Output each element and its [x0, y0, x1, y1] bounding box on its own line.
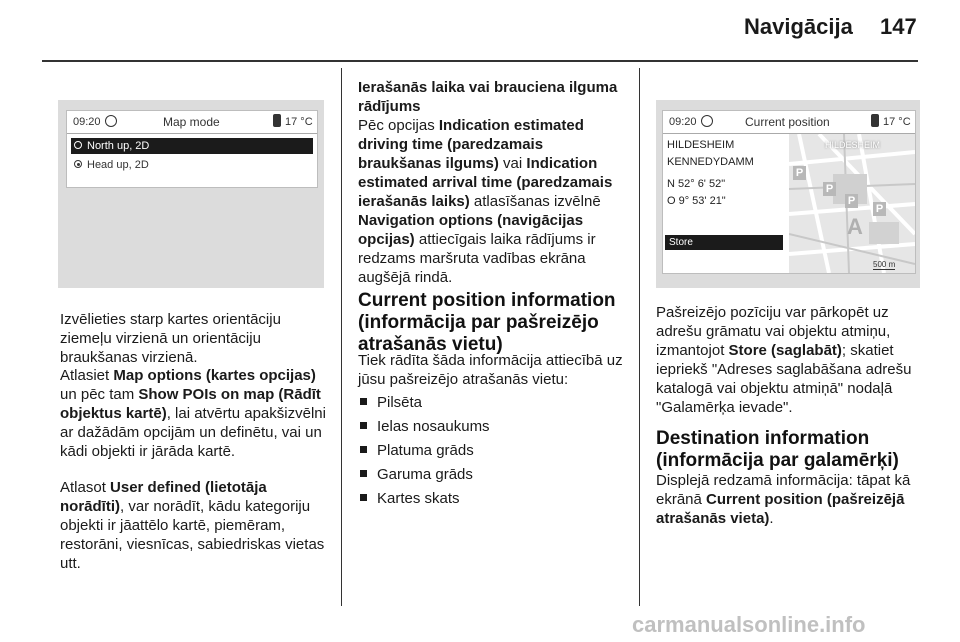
list-item: Pilsēta	[360, 393, 422, 412]
radio-selected-icon	[74, 160, 82, 168]
list-item: Garuma grāds	[360, 465, 473, 484]
menu-ref-map-options: Map options (kartes opcijas)	[113, 367, 316, 384]
bullet-icon	[360, 398, 367, 405]
bullet-icon	[360, 470, 367, 477]
map-mode-display	[66, 110, 318, 188]
list-item: Kartes skats	[360, 489, 460, 508]
map-city-label: HILDESHEIM	[825, 140, 881, 150]
page-header-title: Navigācija	[744, 14, 853, 39]
option-label: North up, 2D	[87, 140, 150, 152]
store-button[interactable]: Store	[665, 235, 783, 250]
bullet-icon	[360, 422, 367, 429]
header-divider	[42, 60, 918, 62]
status-bar-divider	[67, 133, 317, 134]
col2-subheading: Ierašanās laika vai brauciena ilguma rādījums	[358, 79, 618, 115]
column-divider	[639, 68, 640, 606]
option-label: Head up, 2D	[87, 159, 149, 171]
thermometer-icon	[871, 114, 879, 127]
watermark: carmanualsonline.info	[632, 612, 866, 637]
column-divider	[341, 68, 342, 606]
clock-icon	[701, 115, 713, 127]
bullet-icon	[360, 446, 367, 453]
clock-icon	[105, 115, 117, 127]
bullet-icon	[360, 494, 367, 501]
clock-time: 09:20	[73, 116, 101, 128]
option-head-up[interactable]	[71, 157, 287, 173]
page-number: 147	[880, 14, 917, 39]
col1-paragraph-3: Atlasot User defined (lietotāja norādīti), var norādīt, kādu kategoriju objekti ir jāattēlo kartē, piemēram, restorāni, viesnīcas, sabiedriskas vietas utt.	[60, 479, 325, 572]
parking-poi-icon[interactable]: P	[873, 202, 886, 216]
col1-paragraph-1: Izvēlieties starp kartes orientāciju ziemeļu virzienā un orientāciju braukšanas virzienā.	[60, 311, 281, 366]
map-view[interactable]	[789, 134, 915, 273]
list-item: Platuma grāds	[360, 441, 474, 460]
menu-ref-user-defined: User defined (lietotāja norādīti)	[60, 479, 267, 515]
option-north-up[interactable]	[71, 138, 313, 154]
city-name: HILDESHEIM	[667, 139, 735, 151]
latitude: N 52° 6' 52"	[667, 178, 726, 190]
vehicle-position-icon: A	[847, 214, 863, 239]
parking-poi-icon[interactable]: P	[793, 166, 806, 180]
col1-paragraph-2: Atlasiet Map options (kartes opcijas) un pēc tam Show POIs on map (Rādīt objektus kartē), lai atvērtu apakšizvēlni ar dažādām opcijām un definētu, vai un kādi objekti ir jārāda kartē.	[60, 367, 326, 460]
clock-time: 09:20	[669, 116, 697, 128]
temperature: 17 °C	[883, 116, 911, 128]
section-heading-destination: Destination information (informācija par galamērķi)	[656, 428, 899, 471]
parking-poi-icon[interactable]: P	[823, 182, 836, 196]
menu-ref-current-position: Current position (pašreizējā atrašanās vieta)	[656, 491, 905, 527]
screen-title: Map mode	[163, 115, 220, 129]
status-bar	[663, 111, 915, 133]
current-position-screenshot	[656, 100, 920, 288]
col2-paragraph-2: Tiek rādīta šāda informācija attiecībā uz jūsu pašreizējo atrašanās vietu:	[358, 352, 623, 388]
street-name: KENNEDYDAMM	[667, 156, 754, 168]
menu-ref-store: Store (saglabāt)	[728, 342, 842, 359]
parking-poi-icon[interactable]: P	[845, 194, 858, 208]
map-scale: 500 m	[873, 260, 896, 269]
list-item: Ielas nosaukums	[360, 417, 490, 436]
temperature: 17 °C	[285, 116, 313, 128]
current-position-display	[662, 110, 916, 274]
map-mode-screenshot	[58, 100, 324, 288]
status-bar	[67, 111, 317, 133]
col3-paragraph-1: Pašreizējo pozīciju var pārkopēt uz adrešu grāmatu vai objektu atmiņu, izmantojot Store (saglabāt); skatiet iepriekš "Adreses saglabāšana adrešu katalogā vai objektu atmiņā" nodaļā "Galamērķa ievade".	[656, 304, 912, 416]
screen-title: Current position	[745, 115, 830, 129]
radio-icon	[74, 141, 82, 149]
col3-paragraph-2: Displejā redzamā informācija: tāpat kā ekrānā Current position (pašreizējā atrašanās vieta).	[656, 472, 911, 527]
longitude: O 9° 53' 21"	[667, 195, 726, 207]
col2-paragraph-1: Pēc opcijas Indication estimated driving time (paredzamais braukšanas ilgums) vai Indication estimated arrival time (paredzamais ierašanās laiks) atlasīšanas izvēlnē Navigation options (navigācijas opcijas) attiecīgais laika rādījums ir redzams maršruta vadības ekrāna augšējā rindā.	[358, 117, 613, 286]
thermometer-icon	[273, 114, 281, 127]
section-heading-current-position: Current position information (informācija par pašreizējo atrašanās vietu)	[358, 290, 616, 355]
menu-ref-show-pois: Show POIs on map (Rādīt objektus kartē)	[60, 386, 321, 422]
